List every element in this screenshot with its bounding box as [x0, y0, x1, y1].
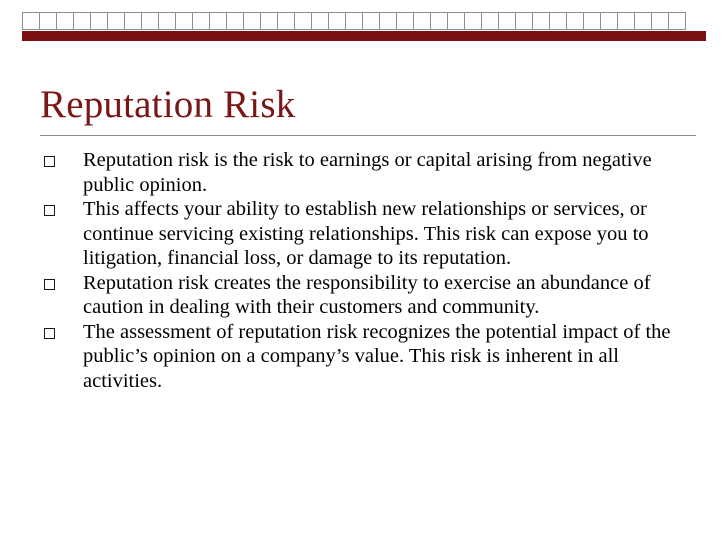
square-icon — [22, 12, 40, 30]
square-icon — [175, 12, 193, 30]
square-icon — [56, 12, 74, 30]
square-icon — [277, 12, 295, 30]
square-icon — [498, 12, 516, 30]
bullet-item — [40, 148, 690, 197]
square-icon — [90, 12, 108, 30]
square-icon — [668, 12, 686, 30]
square-icon — [464, 12, 482, 30]
square-icon — [328, 12, 346, 30]
bullet-text: This affects your ability to establish new relationships or services, or continue servicing existing relationships. This risk can expose you to litigation, financial loss, or damage to its reputation. — [83, 198, 649, 269]
square-icon — [158, 12, 176, 30]
accent-bar — [22, 31, 706, 41]
square-icon — [617, 12, 635, 30]
square-icon — [124, 12, 142, 30]
slide-title: Reputation Risk — [40, 83, 296, 126]
hollow-square-bullet-icon — [44, 328, 55, 339]
bullet-list — [40, 148, 690, 393]
bullet-item — [40, 271, 690, 320]
square-icon — [600, 12, 618, 30]
square-icon — [651, 12, 669, 30]
decorative-squares — [22, 12, 686, 30]
hollow-square-bullet-icon — [44, 279, 55, 290]
square-icon — [73, 12, 91, 30]
square-icon — [634, 12, 652, 30]
square-icon — [192, 12, 210, 30]
square-icon — [226, 12, 244, 30]
square-icon — [379, 12, 397, 30]
square-icon — [549, 12, 567, 30]
bullet-item — [40, 320, 690, 394]
square-icon — [39, 12, 57, 30]
square-icon — [430, 12, 448, 30]
square-icon — [396, 12, 414, 30]
square-icon — [209, 12, 227, 30]
title-divider — [40, 135, 696, 136]
bullet-text: The assessment of reputation risk recognizes the potential impact of the public’s opinion on a company’s value. This risk is inherent in all activities. — [83, 320, 671, 392]
hollow-square-bullet-icon — [44, 205, 55, 216]
square-icon — [413, 12, 431, 30]
square-icon — [362, 12, 380, 30]
square-icon — [141, 12, 159, 30]
square-icon — [583, 12, 601, 30]
square-icon — [447, 12, 465, 30]
square-icon — [243, 12, 261, 30]
square-icon — [107, 12, 125, 30]
bullet-item — [40, 197, 690, 271]
square-icon — [515, 12, 533, 30]
bullet-text: Reputation risk creates the responsibility to exercise an abundance of caution in dealing with their customers and community. — [83, 271, 651, 318]
square-icon — [481, 12, 499, 30]
hollow-square-bullet-icon — [44, 156, 55, 167]
square-icon — [311, 12, 329, 30]
square-icon — [345, 12, 363, 30]
square-icon — [260, 12, 278, 30]
square-icon — [532, 12, 550, 30]
bullet-text: Reputation risk is the risk to earnings or capital arising from negative public opinion. — [83, 149, 652, 196]
header-band — [0, 0, 728, 44]
square-icon — [566, 12, 584, 30]
square-icon — [294, 12, 312, 30]
